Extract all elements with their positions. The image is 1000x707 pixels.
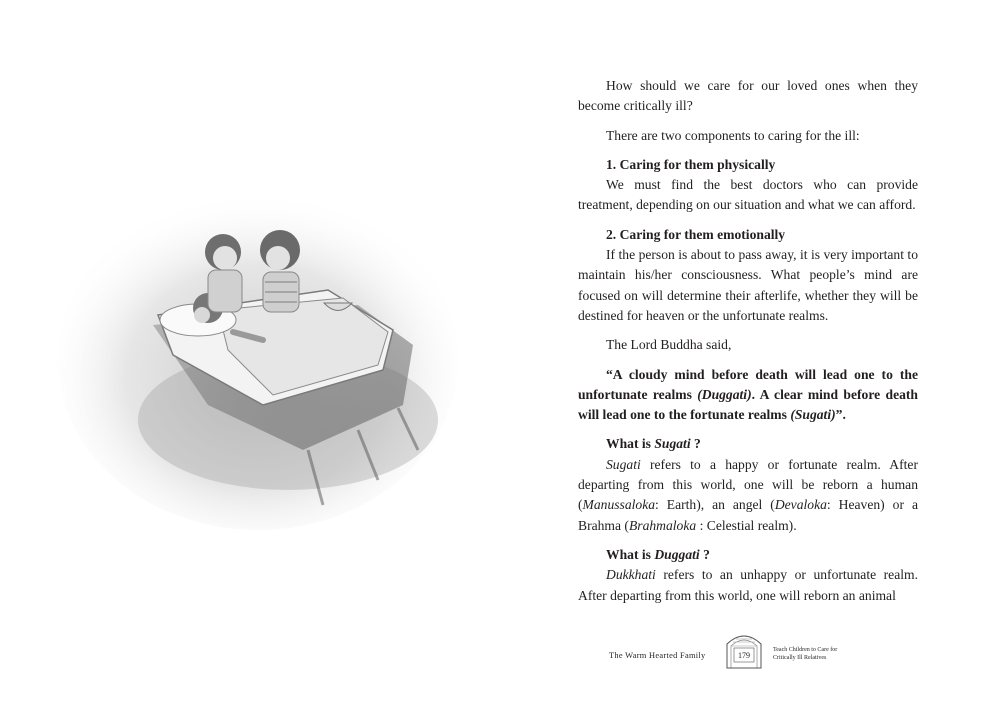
section-sugati xyxy=(578,434,918,535)
quote-term-duggati: (Duggati) xyxy=(697,386,752,402)
quote-term-sugati: (Sugati) xyxy=(790,407,836,423)
sick-child-face xyxy=(194,307,210,323)
sugati-text-four: : Celestial realm). xyxy=(696,517,797,533)
sugati-answer xyxy=(578,455,918,536)
footer-chapter-title xyxy=(773,646,853,662)
components-paragraph: There are two components to caring for the ill: xyxy=(606,127,860,143)
illustration-children-caring-for-ill-sibling xyxy=(58,150,458,550)
girl-one-face xyxy=(213,246,237,270)
sugati-question-prefix: What is xyxy=(606,436,655,452)
sugati-term: Sugati xyxy=(606,456,641,472)
sugati-text-one: refers to a happy or fortunate realm. After departing from this world, one will be reborn a human ( xyxy=(578,456,918,513)
section-physical-body: We must find the best doctors who can provide treatment, depending on our situation and what we can afford. xyxy=(578,177,918,213)
sugati-brahmaloka: Brahmaloka xyxy=(628,517,697,533)
sugati-question-suffix: ? xyxy=(690,436,701,452)
section-duggati xyxy=(578,545,918,606)
page-number-arch-icon xyxy=(724,630,764,670)
sugati-question xyxy=(578,434,918,454)
footer-chapter-line-one: Teach Children to Care for xyxy=(773,647,838,653)
sugati-text-three: : Heaven) or a Brahma ( xyxy=(578,497,918,533)
page-body-text xyxy=(578,76,918,615)
duggati-answer xyxy=(578,565,918,606)
page-footer xyxy=(0,630,1000,680)
dukkhati-term: Dukkhati xyxy=(606,567,656,583)
sugati-text-two: : Earth), an angel ( xyxy=(655,497,775,513)
duggati-question-term: Duggati xyxy=(654,546,700,562)
girl-one-body xyxy=(208,270,242,312)
section-physical xyxy=(578,155,918,216)
intro-paragraph: How should we care for our loved ones when they become critically ill? xyxy=(578,78,918,114)
girl-two-face xyxy=(266,246,290,270)
quote-part-one: “A cloudy mind before death will lead one to the unfortunate realms xyxy=(578,366,918,402)
duggati-question-suffix: ? xyxy=(699,546,710,562)
quote-part-three: ”. xyxy=(835,407,846,423)
section-emotional-heading: 2. Caring for them emotionally xyxy=(606,226,786,242)
duggati-question-prefix: What is xyxy=(606,546,655,562)
section-emotional-body: If the person is about to pass away, it is very important to maintain his/her consciousness. What people’s mind are focused on will determine their afterlife, whether they will be destined for heaven or the unfortunate realms. xyxy=(578,247,918,323)
dukkhati-text: refers to an unhappy or unfortunate realm. After departing from this world, one will reborn an animal xyxy=(578,567,918,603)
page-number: 179 xyxy=(738,651,750,660)
footer-book-title: The Warm Hearted Family xyxy=(609,651,706,660)
quote-part-two: . A clear mind before death will lead one to the fortunate realms xyxy=(578,386,918,423)
footer-chapter-line-two: Critically Ill Relatives xyxy=(773,655,827,661)
duggati-question xyxy=(578,545,918,565)
section-emotional xyxy=(578,225,918,326)
buddha-quote xyxy=(578,365,918,426)
sugati-question-term: Sugati xyxy=(654,436,691,452)
buddha-said-line: The Lord Buddha said, xyxy=(606,337,732,353)
section-physical-heading: 1. Caring for them physically xyxy=(606,156,776,172)
sugati-devaloka: Devaloka xyxy=(774,497,827,513)
sugati-manussaloka: Manussaloka xyxy=(582,497,656,513)
